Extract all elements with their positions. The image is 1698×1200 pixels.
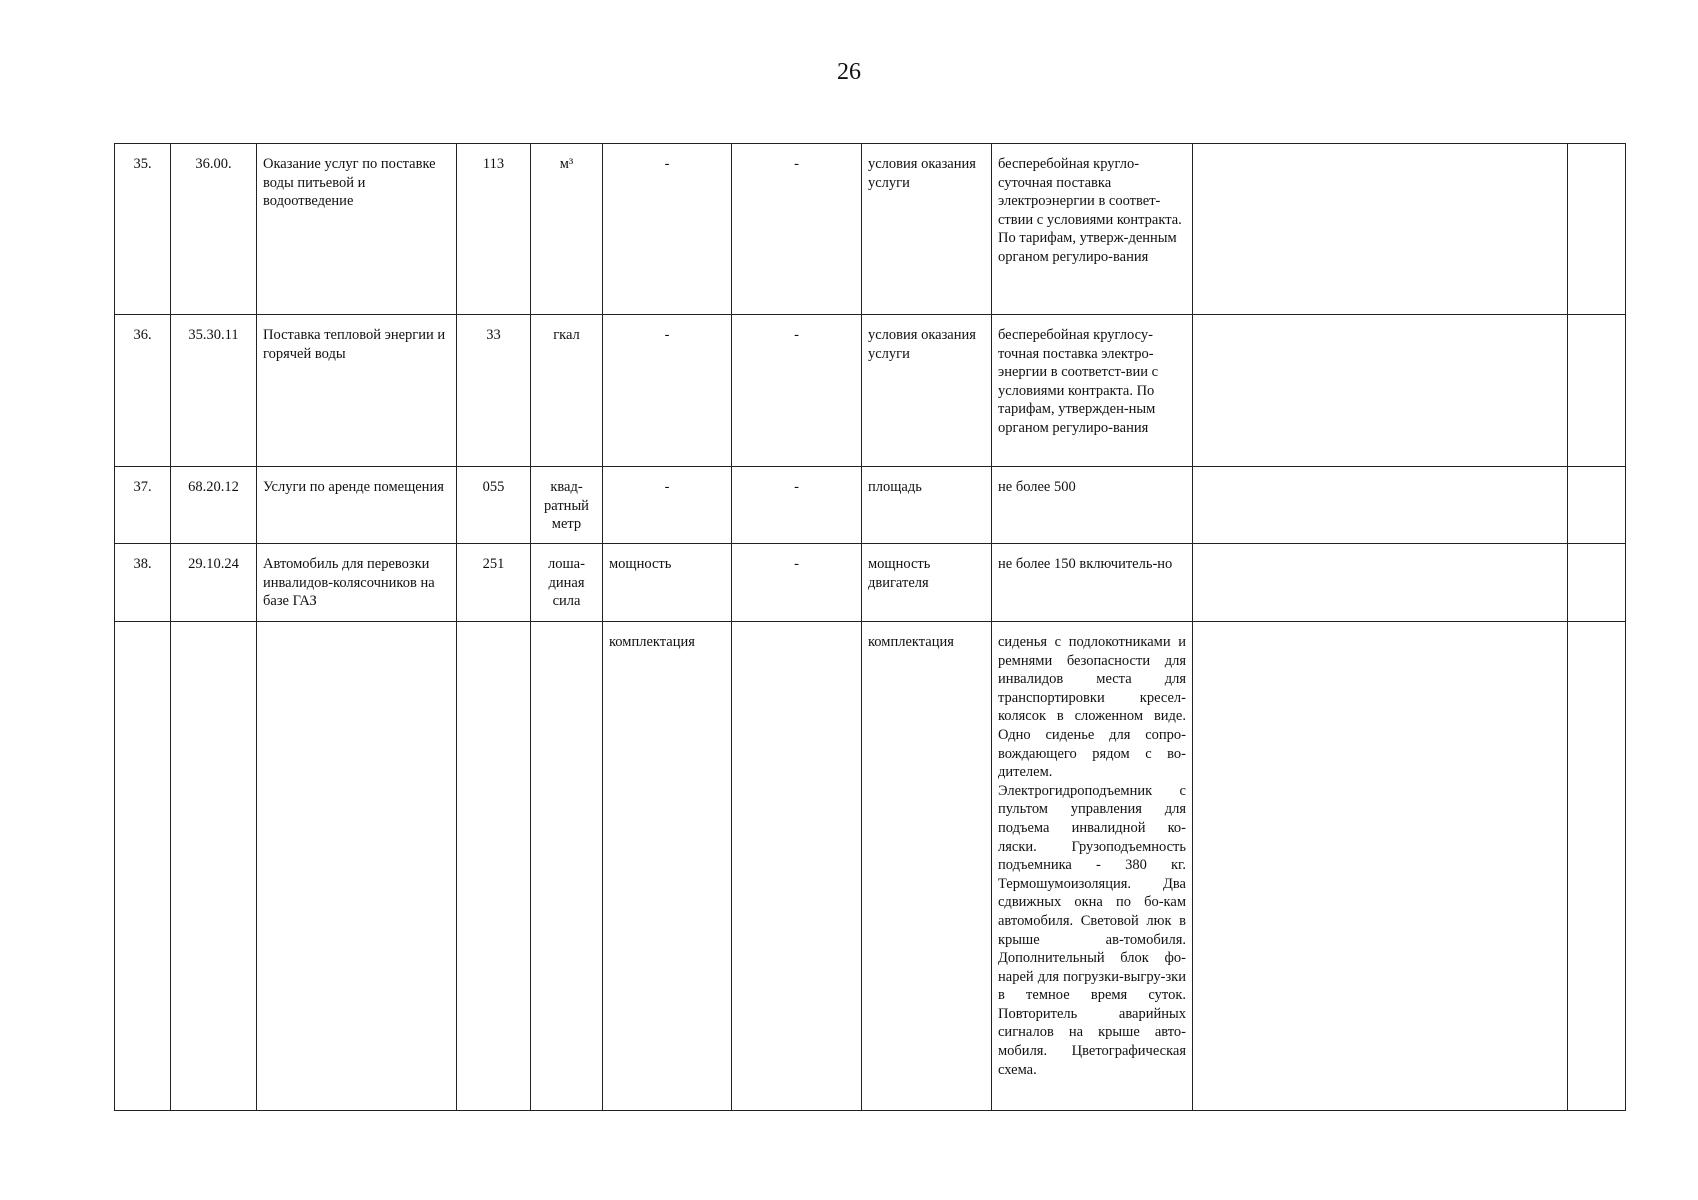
characteristic-cell: - [603,144,732,315]
okpd-code-cell: 29.10.24 [171,544,257,622]
characteristic-name-cell: условия оказания услуги [862,315,992,467]
unit-cell: гкал [531,315,603,467]
characteristic-value-cell: - [732,144,862,315]
characteristic-cell: - [603,315,732,467]
okei-code-cell: 251 [457,544,531,622]
row-number-cell: 38. [115,544,171,622]
okpd-code-cell [171,622,257,1111]
justification-cell [1193,467,1568,544]
item-name-cell [257,622,457,1111]
item-name-cell: Услуги по аренде помещения [257,467,457,544]
extra-cell [1568,315,1626,467]
characteristic-value-cell: - [732,315,862,467]
characteristic-value-cell: - [732,467,862,544]
unit-cell: лоша-диная сила [531,544,603,622]
row-number-cell: 35. [115,144,171,315]
justification-cell [1193,622,1568,1111]
item-name-cell: Автомобиль для перевозки инвалидов-колясочников на базе ГАЗ [257,544,457,622]
extra-cell [1568,544,1626,622]
justification-cell [1193,544,1568,622]
characteristic-value-cell: - [732,544,862,622]
okei-code-cell [457,622,531,1111]
page-number: 26 [837,59,861,85]
extra-cell [1568,467,1626,544]
okei-code-cell: 055 [457,467,531,544]
characteristic-value-cell [732,622,862,1111]
item-name-cell: Поставка тепловой энергии и горячей воды [257,315,457,467]
row-number-cell [115,622,171,1111]
row-number-cell: 36. [115,315,171,467]
table-row [115,544,1626,622]
okpd-code-cell: 35.30.11 [171,315,257,467]
characteristic-cell: - [603,467,732,544]
table-row [115,144,1626,315]
table-row [115,315,1626,467]
characteristic-requirement-cell: бесперебойная круглосу-точная поставка электро-энергии в соответст-вии с условиями контракта. По тарифам, утвержден-ным органом регулиро-вания [992,315,1193,467]
row-number-cell: 37. [115,467,171,544]
characteristic-name-cell: мощность двигателя [862,544,992,622]
characteristic-name-cell: комплектация [862,622,992,1111]
characteristic-requirement-cell: бесперебойная кругло-суточная поставка электроэнергии в соответ-ствии с условиями контракта. По тарифам, утверж-денным органом регулиро-вания [992,144,1193,315]
okpd-code-cell: 68.20.12 [171,467,257,544]
characteristic-cell: комплектация [603,622,732,1111]
unit-cell: м³ [531,144,603,315]
okei-code-cell: 113 [457,144,531,315]
extra-cell [1568,144,1626,315]
okei-code-cell: 33 [457,315,531,467]
justification-cell [1193,144,1568,315]
item-name-cell: Оказание услуг по поставке воды питьевой и водоотведение [257,144,457,315]
specification-table [114,143,1626,1111]
justification-cell [1193,315,1568,467]
unit-cell [531,622,603,1111]
table-row [115,622,1626,1111]
characteristic-name-cell: площадь [862,467,992,544]
extra-cell [1568,622,1626,1111]
characteristic-cell: мощность [603,544,732,622]
unit-cell: квад-ратный метр [531,467,603,544]
characteristic-name-cell: условия оказания услуги [862,144,992,315]
characteristic-requirement-cell: сиденья с подлокотниками и ремнями безопасности для инвалидов места для транспортировки кресел-колясок в сложенном виде. Одно сиденье для сопро-вождающего рядом с во-дителем. Электрогидроподъемник с пультом управления для подъема инвалидной ко-ляски. Грузоподъемность подъемника - 380 кг. Термошумоизоляция. Два сдвижных окна по бо-кам автомобиля. Световой люк в крыше ав-томобиля. Дополнительный блок фо-нарей для погрузки-выгру-зки в темное время суток. Повторитель аварийных сигналов на крыше авто-мобиля. Цветографическая схема. [992,622,1193,1111]
characteristic-requirement-cell: не более 150 включитель-но [992,544,1193,622]
characteristic-requirement-cell: не более 500 [992,467,1193,544]
table-row [115,467,1626,544]
okpd-code-cell: 36.00. [171,144,257,315]
